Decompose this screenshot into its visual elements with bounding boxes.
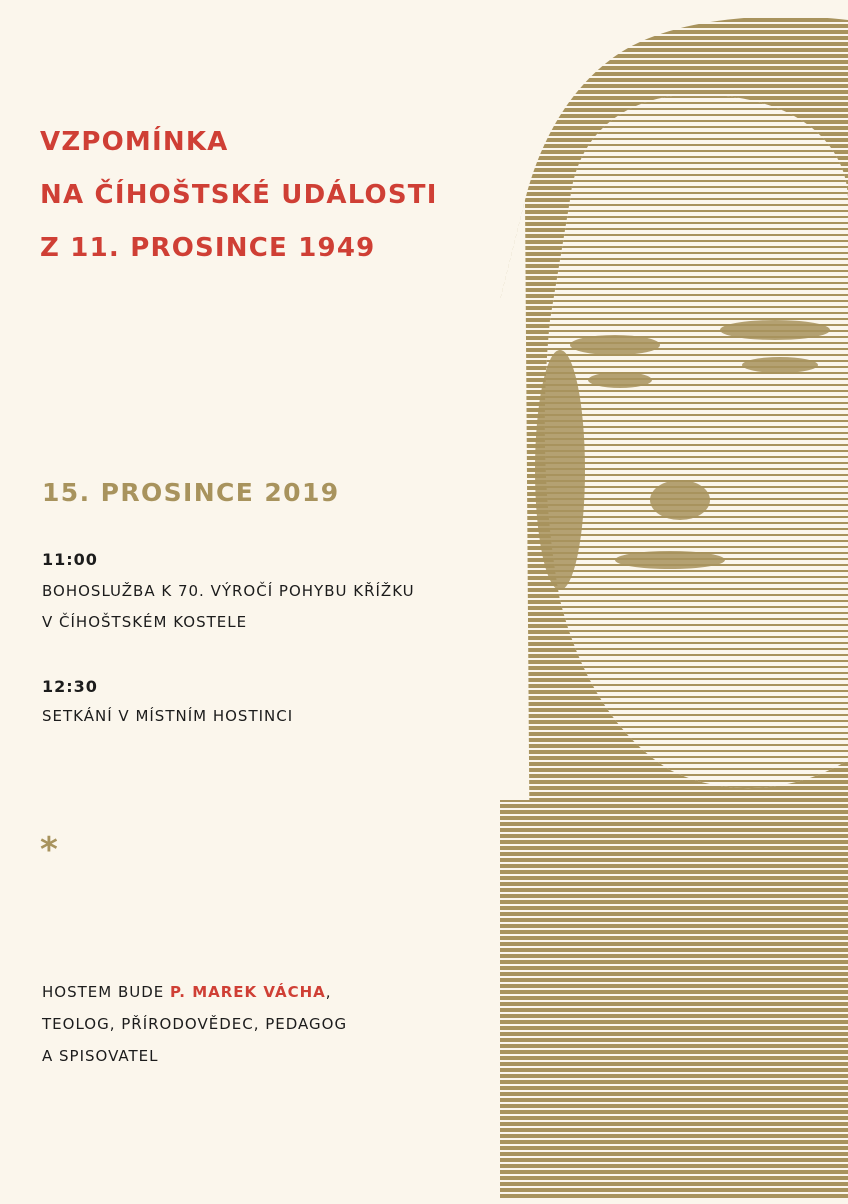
guest-line-3: A SPISOVATEL [42, 1047, 159, 1065]
guest-suffix: , [325, 983, 332, 1001]
guest-prefix: HOSTEM BUDE [42, 983, 171, 1001]
portrait-image [500, 0, 848, 1200]
guest-line-2: TEOLOG, PŘÍRODOVĚDEC, PEDAGOG [42, 1015, 348, 1033]
separator-asterisk: * [40, 830, 58, 870]
guest-line-1 [42, 976, 347, 1008]
event-date: 15. PROSINCE 2019 [42, 478, 340, 507]
title-line-2: NA ČÍHOŠTSKÉ UDÁLOSTI [40, 180, 438, 210]
program-desc-2 [42, 701, 293, 732]
program-desc-1 [42, 576, 415, 638]
program-desc-2-line-1: SETKÁNÍ V MÍSTNÍM HOSTINCI [42, 707, 294, 725]
guest-name: P. MAREK VÁCHA [170, 983, 326, 1001]
program-time-2: 12:30 [42, 677, 98, 696]
title-line-3: Z 11. PROSINCE 1949 [40, 233, 376, 263]
poster-title [40, 116, 438, 275]
halftone-portrait-icon [500, 0, 848, 1200]
program-desc-1-line-2: V ČÍHOŠTSKÉM KOSTELE [42, 613, 248, 631]
title-line-1: VZPOMÍNKA [40, 127, 229, 157]
guest-info [42, 976, 347, 1072]
program-time-1: 11:00 [42, 550, 98, 569]
program-desc-1-line-1: BOHOSLUŽBA K 70. VÝROČÍ POHYBU KŘÍŽKU [42, 582, 415, 600]
